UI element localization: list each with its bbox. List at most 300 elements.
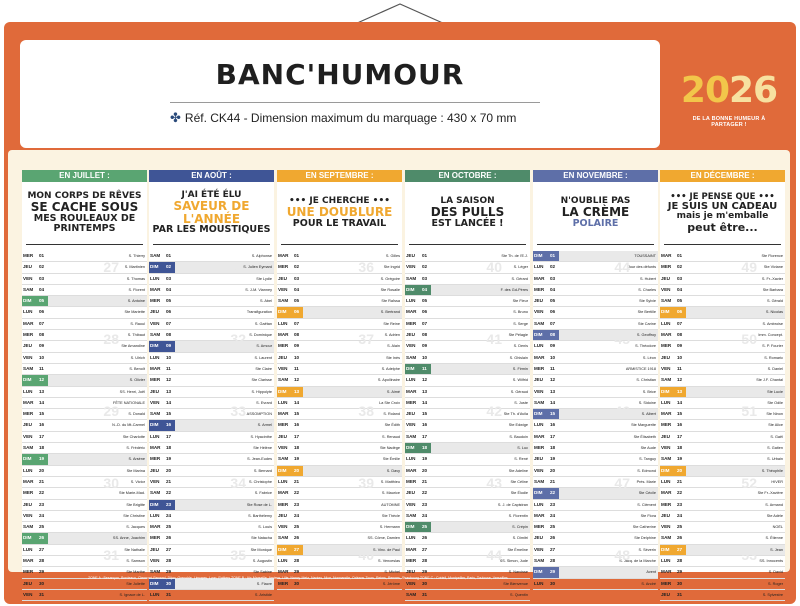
weekday-label: MAR bbox=[534, 433, 545, 439]
day-row bbox=[660, 398, 785, 409]
weekday-label: SAM bbox=[23, 524, 34, 530]
saint-name: S. Thomas bbox=[126, 276, 145, 281]
saint-name: S. Louis bbox=[258, 525, 272, 530]
weekday-label: VEN bbox=[23, 275, 33, 281]
day-row bbox=[660, 545, 785, 556]
weekday-label: JEU bbox=[661, 433, 670, 439]
day-number: 05 bbox=[294, 298, 300, 304]
day-number: 09 bbox=[550, 343, 556, 349]
weekday-label: JEU bbox=[278, 512, 287, 518]
day-number: 16 bbox=[166, 422, 172, 428]
quote-line: ••• JE PENSE QUE ••• bbox=[670, 191, 775, 202]
saint-name: Ste Flora bbox=[640, 513, 656, 518]
day-number: 05 bbox=[422, 298, 428, 304]
weekday-label: JEU bbox=[534, 377, 543, 383]
day-row bbox=[533, 296, 658, 307]
saint-name: S. Clément bbox=[637, 502, 656, 507]
day-row bbox=[405, 409, 530, 420]
day-number: 03 bbox=[422, 275, 428, 281]
weekday-label: VEN bbox=[406, 501, 416, 507]
saint-name: S. Laurent bbox=[254, 355, 272, 360]
weekday-label: VEN bbox=[23, 354, 33, 360]
weekday-label: LUN bbox=[534, 580, 544, 586]
weekday-label: MER bbox=[534, 445, 545, 451]
saint-name: S. Hermann bbox=[379, 525, 400, 530]
saint-name: S. André bbox=[641, 581, 656, 586]
saint-name: Prés. Marie bbox=[636, 479, 656, 484]
day-number: 14 bbox=[166, 399, 172, 405]
saint-name: S. Étienne bbox=[765, 536, 783, 541]
saint-name: S. Geoffroy bbox=[636, 333, 656, 338]
day-row bbox=[533, 387, 658, 398]
weekday-label: DIM bbox=[150, 422, 159, 428]
day-row bbox=[405, 556, 530, 567]
weekday-label: DIM bbox=[150, 580, 159, 586]
day-number: 21 bbox=[550, 478, 556, 484]
saint-name: ARMISTICE 1918 bbox=[625, 366, 656, 371]
saint-name: Ste Brigitte bbox=[126, 502, 145, 507]
day-number: 24 bbox=[422, 512, 428, 518]
saint-name: S. Roger bbox=[768, 581, 783, 586]
day-number: 28 bbox=[677, 558, 683, 564]
saint-name: S. Aimé bbox=[386, 389, 400, 394]
day-number: 17 bbox=[550, 433, 556, 439]
saint-name: S. Vinc. de Paul bbox=[373, 547, 400, 552]
day-number: 04 bbox=[550, 286, 556, 292]
day-number: 06 bbox=[39, 309, 45, 315]
saint-name: S. Gaël bbox=[770, 434, 783, 439]
day-number: 21 bbox=[422, 478, 428, 484]
saint-name: Ste Adèle bbox=[766, 513, 783, 518]
saint-name: S. Armel bbox=[257, 423, 272, 428]
day-row bbox=[277, 420, 402, 431]
saint-name: S. Adrien bbox=[384, 333, 400, 338]
day-number: 20 bbox=[166, 467, 172, 473]
quote-divider bbox=[26, 244, 143, 245]
day-number: 31 bbox=[422, 591, 428, 597]
day-row bbox=[533, 353, 658, 364]
saint-name: S. Juste bbox=[514, 400, 528, 405]
day-number: 22 bbox=[294, 490, 300, 496]
weekday-label: SAM bbox=[534, 558, 545, 564]
weekday-label: LUN bbox=[278, 558, 288, 564]
day-number: 07 bbox=[166, 320, 172, 326]
day-row bbox=[22, 262, 147, 273]
weekday-label: MAR bbox=[406, 546, 417, 552]
saint-name: S. Raoul bbox=[130, 321, 145, 326]
weekday-label: JEU bbox=[278, 354, 287, 360]
day-number: 03 bbox=[550, 275, 556, 281]
weekday-label: MAR bbox=[278, 490, 289, 496]
weekday-label: SAM bbox=[278, 535, 289, 541]
day-number: 27 bbox=[422, 546, 428, 552]
week-number: 29 bbox=[103, 403, 119, 419]
saint-name: S. Ambroise bbox=[762, 321, 783, 326]
quote-line: peut être... bbox=[687, 220, 758, 234]
day-number: 05 bbox=[550, 298, 556, 304]
saint-name: S. Théodore bbox=[635, 344, 656, 349]
day-row bbox=[149, 285, 274, 296]
saint-name: S. Christophe bbox=[248, 479, 272, 484]
day-number: 15 bbox=[677, 411, 683, 417]
saint-name: S. Nicolas bbox=[765, 310, 783, 315]
weekday-label: LUN bbox=[23, 467, 33, 473]
weekday-label: MER bbox=[150, 456, 161, 462]
quote-divider bbox=[409, 244, 526, 245]
day-number: 27 bbox=[677, 546, 683, 552]
day-row bbox=[405, 420, 530, 431]
day-number: 28 bbox=[166, 558, 172, 564]
weekday-label: MAR bbox=[534, 354, 545, 360]
day-number: 21 bbox=[39, 478, 45, 484]
day-row bbox=[22, 387, 147, 398]
weekday-label: JEU bbox=[661, 275, 670, 281]
weekday-label: SAM bbox=[661, 535, 672, 541]
day-row bbox=[660, 488, 785, 499]
week-number: 34 bbox=[230, 475, 246, 491]
weekday-label: SAM bbox=[23, 445, 34, 451]
weekday-label: JEU bbox=[23, 580, 32, 586]
weekday-label: MAR bbox=[23, 399, 34, 405]
saint-name: S. Ignace de L. bbox=[119, 592, 145, 597]
saint-name: S. Matthieu bbox=[380, 479, 400, 484]
saint-name: S. Donald bbox=[128, 412, 145, 417]
weekday-label: SAM bbox=[23, 365, 34, 371]
weekday-label: VEN bbox=[534, 309, 544, 315]
saint-name: Ste Carine bbox=[638, 321, 656, 326]
day-row bbox=[22, 251, 147, 262]
day-number: 30 bbox=[294, 580, 300, 586]
weekday-label: JEU bbox=[534, 456, 543, 462]
saint-name: S. J-M. Vianney bbox=[245, 287, 272, 292]
day-row bbox=[533, 262, 658, 273]
weekday-label: MER bbox=[278, 422, 289, 428]
weekday-label: LUN bbox=[661, 399, 671, 405]
saint-name: S. Fr.-Xavier bbox=[761, 276, 783, 281]
weekday-label: JEU bbox=[661, 512, 670, 518]
day-number: 08 bbox=[294, 332, 300, 338]
day-row bbox=[405, 511, 530, 522]
weekday-label: SAM bbox=[406, 512, 417, 518]
saint-name: S. Dimitri bbox=[512, 536, 528, 541]
saint-name: Ste Fr.-Xavière bbox=[757, 491, 783, 496]
day-row bbox=[660, 364, 785, 375]
weekday-label: VEN bbox=[534, 467, 544, 473]
day-row bbox=[533, 488, 658, 499]
weekday-label: DIM bbox=[278, 388, 287, 394]
saint-name: Avent bbox=[646, 570, 656, 575]
day-row bbox=[405, 387, 530, 398]
saint-name: NOËL bbox=[772, 525, 783, 530]
day-number: 26 bbox=[39, 535, 45, 541]
weekday-label: MER bbox=[150, 298, 161, 304]
day-number: 04 bbox=[39, 286, 45, 292]
day-number: 24 bbox=[39, 512, 45, 518]
week-number: 52 bbox=[741, 475, 757, 491]
day-number: 09 bbox=[166, 343, 172, 349]
day-row bbox=[149, 533, 274, 544]
weekday-label: MER bbox=[534, 524, 545, 530]
saint-name: S. Bruno bbox=[513, 310, 528, 315]
day-number: 23 bbox=[550, 501, 556, 507]
day-row bbox=[405, 319, 530, 330]
saint-name: Imm. Concept. bbox=[758, 333, 783, 338]
day-row bbox=[277, 353, 402, 364]
day-row bbox=[533, 420, 658, 431]
saint-name: Ste Aude bbox=[640, 446, 656, 451]
weekday-label: VEN bbox=[661, 365, 671, 371]
day-row bbox=[149, 262, 274, 273]
saint-name: S. Christian bbox=[636, 378, 656, 383]
weekday-label: MER bbox=[534, 365, 545, 371]
saint-name: S. Serge bbox=[513, 321, 528, 326]
header-card bbox=[20, 40, 660, 148]
reference-line bbox=[170, 110, 570, 126]
weekday-label: MER bbox=[406, 478, 417, 484]
saint-name: S. Samson bbox=[126, 559, 145, 564]
day-row bbox=[405, 533, 530, 544]
saint-name: S. Benoît bbox=[129, 366, 145, 371]
saint-name: S. Baudoin bbox=[509, 434, 528, 439]
day-number: 04 bbox=[422, 286, 428, 292]
day-row bbox=[277, 319, 402, 330]
day-row bbox=[533, 375, 658, 386]
weekday-label: SAM bbox=[150, 253, 161, 258]
weekday-label: MER bbox=[406, 399, 417, 405]
saint-name: La Ste Croix bbox=[379, 400, 400, 405]
day-number: 11 bbox=[422, 365, 427, 371]
day-row bbox=[660, 319, 785, 330]
day-row bbox=[660, 477, 785, 488]
saint-name: S. Gérald bbox=[766, 299, 783, 304]
day-row bbox=[660, 307, 785, 318]
saint-name: S. Arsène bbox=[128, 457, 145, 462]
saint-name: S. Thierry bbox=[128, 254, 145, 258]
saint-name: Ste Adeline bbox=[508, 468, 528, 473]
month-column bbox=[149, 170, 274, 597]
saint-name: S. Jacques bbox=[126, 525, 145, 530]
day-row bbox=[22, 353, 147, 364]
quote-line: MES ROULEAUX DE PRINTEMPS bbox=[33, 213, 136, 235]
weekday-label: SAM bbox=[278, 456, 289, 462]
saint-name: S. Aristide bbox=[254, 592, 272, 597]
day-number: 11 bbox=[294, 365, 299, 371]
day-row bbox=[533, 466, 658, 477]
saint-name: Ste Ingrid bbox=[383, 265, 400, 270]
day-number: 05 bbox=[677, 298, 683, 304]
weekday-label: JEU bbox=[534, 535, 543, 541]
saint-name: Ste Natacha bbox=[251, 536, 272, 541]
day-row bbox=[660, 556, 785, 567]
day-row bbox=[149, 556, 274, 567]
weekday-label: VEN bbox=[278, 365, 288, 371]
weekday-label: MAR bbox=[23, 558, 34, 564]
weekday-label: VEN bbox=[278, 524, 288, 530]
day-row bbox=[533, 285, 658, 296]
weekday-label: MAR bbox=[278, 569, 289, 575]
saint-name: Ste Th. de l'E.J. bbox=[501, 254, 528, 258]
day-number: 24 bbox=[166, 512, 172, 518]
weekday-label: MAR bbox=[406, 388, 417, 394]
day-row bbox=[660, 443, 785, 454]
day-number: 15 bbox=[422, 411, 428, 417]
day-row bbox=[405, 307, 530, 318]
saint-name: FÊTE NATIONALE bbox=[113, 400, 145, 405]
weekday-label: VEN bbox=[534, 388, 544, 394]
day-number: 20 bbox=[422, 467, 428, 473]
day-number: 19 bbox=[550, 456, 556, 462]
weekday-label: LUN bbox=[23, 309, 33, 315]
day-row bbox=[405, 466, 530, 477]
day-number: 08 bbox=[422, 332, 428, 338]
day-number: 12 bbox=[422, 377, 428, 383]
day-number: 15 bbox=[294, 411, 300, 417]
weekday-label: DIM bbox=[661, 546, 670, 552]
weekday-label: SAM bbox=[661, 298, 672, 304]
day-row bbox=[22, 341, 147, 352]
weekday-label: VEN bbox=[661, 286, 671, 292]
day-number: 01 bbox=[166, 253, 172, 258]
day-number: 04 bbox=[677, 286, 683, 292]
weekday-label: VEN bbox=[150, 558, 160, 564]
day-number: 26 bbox=[294, 535, 300, 541]
day-number: 02 bbox=[677, 264, 683, 270]
saint-name: S. René bbox=[514, 457, 528, 462]
saint-name: S. Théophile bbox=[761, 468, 783, 473]
weekday-label: JEU bbox=[23, 264, 32, 270]
weekday-label: DIM bbox=[661, 388, 670, 394]
weekday-label: DIM bbox=[534, 490, 543, 496]
weekday-label: SAM bbox=[534, 478, 545, 484]
weekday-label: DIM bbox=[23, 535, 32, 541]
weekday-label: MER bbox=[406, 558, 417, 564]
saint-name: Ste Edwige bbox=[508, 423, 528, 428]
saint-name: SS. Simon, Jude bbox=[499, 559, 528, 564]
quote-line: MON CORPS DE RÊVES bbox=[27, 191, 142, 202]
day-number: 04 bbox=[166, 286, 172, 292]
saint-name: Ste Nathalie bbox=[124, 547, 145, 552]
saint-name: S. Evrard bbox=[256, 400, 272, 405]
year-part-b: 26 bbox=[729, 70, 778, 111]
saint-name: S. Adelphe bbox=[381, 366, 400, 371]
month-title: EN OCTOBRE : bbox=[405, 170, 530, 182]
saint-name: Ste Amandine bbox=[121, 344, 145, 349]
day-number: 09 bbox=[677, 343, 683, 349]
saint-name: Ste Élodie bbox=[510, 491, 528, 496]
quote-line: LA SAISON bbox=[440, 196, 495, 206]
saint-name: S. Martinien bbox=[124, 265, 145, 270]
day-number: 13 bbox=[677, 388, 683, 394]
weekday-label: VEN bbox=[406, 343, 416, 349]
day-number: 16 bbox=[550, 422, 556, 428]
day-number: 27 bbox=[39, 546, 45, 552]
weekday-label: MAR bbox=[534, 275, 545, 281]
day-number: 17 bbox=[39, 433, 45, 439]
day-row bbox=[405, 398, 530, 409]
saint-name: Ste Odile bbox=[767, 400, 783, 405]
saint-name: Ste J.F. Chantal bbox=[756, 378, 783, 383]
weekday-label: SAM bbox=[150, 332, 161, 338]
day-row bbox=[660, 522, 785, 533]
day-number: 09 bbox=[39, 343, 45, 349]
saint-name: S. David bbox=[768, 570, 783, 575]
saint-name: S. Albert bbox=[641, 412, 656, 417]
month-title: EN JUILLET : bbox=[22, 170, 147, 182]
day-number: 01 bbox=[677, 253, 683, 258]
saint-name: S. Denis bbox=[513, 344, 528, 349]
weekday-label: JEU bbox=[150, 467, 159, 473]
month-quote bbox=[533, 182, 658, 244]
weekday-label: VEN bbox=[278, 286, 288, 292]
day-number: 23 bbox=[166, 501, 172, 507]
quote-line: PAR LES MOUSTIQUES bbox=[152, 224, 271, 236]
saint-name: N.-D. du Mt-Carmel bbox=[112, 423, 145, 428]
saint-name: S. Daniel bbox=[767, 366, 783, 371]
day-row bbox=[277, 398, 402, 409]
weekday-label: JEU bbox=[406, 490, 415, 496]
day-number: 19 bbox=[39, 456, 45, 462]
day-row bbox=[149, 307, 274, 318]
day-row bbox=[660, 341, 785, 352]
day-row bbox=[22, 375, 147, 386]
quote-line: mais je m'emballe bbox=[676, 211, 769, 222]
day-row bbox=[660, 454, 785, 465]
saint-name: F. des Gd-Pères bbox=[500, 287, 528, 292]
day-row bbox=[660, 375, 785, 386]
saint-name: S. P. Fourier bbox=[762, 344, 783, 349]
saint-name: Ste Alice bbox=[768, 423, 783, 428]
week-number: 47 bbox=[614, 475, 630, 491]
weekday-label: SAM bbox=[150, 569, 161, 575]
month-quote bbox=[405, 182, 530, 244]
day-row bbox=[149, 296, 274, 307]
day-number: 13 bbox=[166, 388, 172, 394]
saint-name: Jour des défunts bbox=[627, 265, 656, 270]
day-number: 26 bbox=[166, 535, 172, 541]
weekday-label: MAR bbox=[406, 309, 417, 315]
saint-name: Ste Juliette bbox=[126, 581, 145, 586]
quote-line: JE SUIS UN CADEAU bbox=[667, 200, 778, 212]
weekday-label: MAR bbox=[150, 524, 161, 530]
day-row bbox=[277, 341, 402, 352]
weekday-label: LUN bbox=[661, 320, 671, 326]
weekday-label: LUN bbox=[278, 478, 288, 484]
saint-name: S. Firmin bbox=[512, 366, 528, 371]
day-row bbox=[405, 477, 530, 488]
day-number: 08 bbox=[39, 332, 45, 338]
saint-name: HIVER bbox=[771, 479, 783, 484]
day-number: 24 bbox=[294, 512, 300, 518]
week-number: 27 bbox=[103, 259, 119, 275]
weekday-label: JEU bbox=[150, 546, 159, 552]
week-number: 35 bbox=[230, 547, 246, 563]
week-number: 49 bbox=[741, 259, 757, 275]
saint-name: S. Victor bbox=[130, 479, 145, 484]
weekday-label: DIM bbox=[23, 377, 32, 383]
day-number: 13 bbox=[550, 388, 556, 394]
weekday-label: LUN bbox=[23, 546, 33, 552]
day-number: 20 bbox=[294, 467, 300, 473]
day-number: 12 bbox=[550, 377, 556, 383]
quote-line: J'AI ÉTÉ ÉLU bbox=[181, 189, 242, 200]
saint-name: S. Grégoire bbox=[380, 276, 400, 281]
day-row bbox=[22, 533, 147, 544]
day-row bbox=[660, 251, 785, 262]
day-row bbox=[149, 364, 274, 375]
day-row bbox=[149, 330, 274, 341]
week-number: 38 bbox=[358, 403, 374, 419]
day-row bbox=[149, 420, 274, 431]
